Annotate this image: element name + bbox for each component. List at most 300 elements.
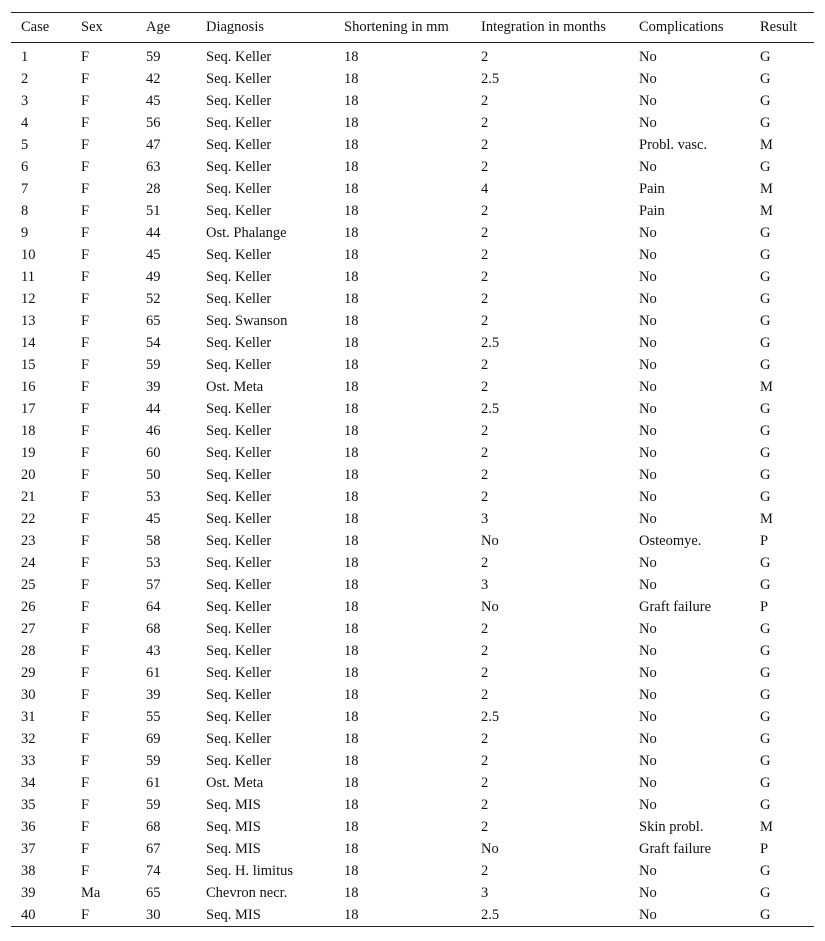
cell-integration: 2.5 [481, 335, 500, 351]
table-row [11, 728, 814, 750]
cell-diagnosis: Seq. Keller [206, 445, 272, 461]
cell-case: 9 [21, 225, 29, 241]
cell-integration: 2 [481, 775, 489, 791]
cell-case: 1 [21, 49, 29, 65]
cell-diagnosis: Seq. Keller [206, 511, 272, 527]
cell-integration: 2 [481, 819, 489, 835]
cell-diagnosis: Seq. MIS [196, 904, 334, 927]
cell-case: 39 [21, 885, 36, 901]
cell-complications: No [639, 753, 657, 769]
cell-integration: 2 [481, 203, 489, 219]
cell-shortening: 18 [344, 225, 359, 241]
cell-diagnosis: Seq. Keller [206, 247, 272, 263]
cell-sex: F [81, 709, 90, 725]
cell-sex: F [81, 357, 90, 373]
cell-result: G [760, 577, 771, 593]
cell-case: 3 [21, 93, 29, 109]
cell-complications: No [639, 49, 657, 65]
cell-shortening: 18 [344, 643, 359, 659]
cell-shortening: 18 [344, 335, 359, 351]
column-header-integration: Integration in months [471, 13, 629, 43]
cell-sex: F [81, 379, 90, 395]
cell-sex: F [81, 335, 90, 351]
cell-complications: No [639, 335, 657, 351]
cell-sex: F [81, 115, 90, 131]
cell-integration: 2 [481, 357, 489, 373]
cell-shortening: 18 [344, 115, 359, 131]
cell-diagnosis: Ost. Phalange [206, 225, 287, 241]
cell-complications: No [639, 665, 657, 681]
cell-integration: 2 [481, 115, 489, 131]
cell-sex: F [81, 181, 90, 197]
cell-case: 22 [21, 511, 36, 527]
column-header-diagnosis: Diagnosis [196, 13, 334, 43]
cell-diagnosis: Seq. Keller [206, 291, 272, 307]
cell-complications: No [639, 797, 657, 813]
column-header-complications: Complications [629, 13, 750, 43]
cell-diagnosis: Seq. Keller [206, 269, 272, 285]
cell-shortening: 18 [344, 269, 359, 285]
column-header-shortening: Shortening in mm [334, 13, 471, 43]
cell-integration: 2 [481, 247, 489, 263]
results-table-container [11, 12, 814, 927]
cell-shortening: 18 [344, 709, 359, 725]
cell-diagnosis: Seq. Keller [206, 489, 272, 505]
table-row [11, 464, 814, 486]
cell-diagnosis: Seq. Keller [206, 49, 272, 65]
table-row [11, 640, 814, 662]
cell-complications: Pain [639, 181, 665, 197]
cell-case: 28 [21, 643, 36, 659]
cell-age: 49 [146, 269, 161, 285]
cell-case: 27 [21, 621, 36, 637]
cell-shortening: 18 [344, 93, 359, 109]
cell-age: 59 [146, 357, 161, 373]
cell-diagnosis: Seq. Keller [206, 137, 272, 153]
cell-integration: 2 [481, 731, 489, 747]
cell-shortening: 18 [344, 181, 359, 197]
cell-age: 61 [146, 775, 161, 791]
table-row [11, 530, 814, 552]
cell-case: 31 [21, 709, 36, 725]
cell-age: 52 [146, 291, 161, 307]
cell-result: M [760, 511, 773, 527]
cell-result: G [750, 904, 814, 927]
cell-complications: No [639, 687, 657, 703]
cell-age: 53 [146, 555, 161, 571]
cell-integration: 2 [481, 467, 489, 483]
cell-case: 21 [21, 489, 36, 505]
cell-case: 15 [21, 357, 36, 373]
column-header-case: Case [11, 13, 71, 43]
cell-shortening: 18 [344, 863, 359, 879]
cell-complications: No [639, 467, 657, 483]
cell-diagnosis: Seq. Keller [206, 709, 272, 725]
cell-result: G [760, 225, 771, 241]
cell-shortening: 18 [344, 401, 359, 417]
table-row [11, 772, 814, 794]
table-row [11, 112, 814, 134]
cell-age: 39 [146, 687, 161, 703]
cell-shortening: 18 [344, 511, 359, 527]
cell-case: 2 [21, 71, 29, 87]
cell-diagnosis: Seq. Swanson [206, 313, 288, 329]
cell-case: 13 [21, 313, 36, 329]
cell-diagnosis: Seq. MIS [206, 819, 261, 835]
cell-complications: No [639, 555, 657, 571]
cell-diagnosis: Seq. Keller [206, 71, 272, 87]
cell-result: M [760, 819, 773, 835]
cell-shortening: 18 [344, 247, 359, 263]
cell-age: 56 [146, 115, 161, 131]
cell-complications: No [639, 93, 657, 109]
cell-shortening: 18 [344, 291, 359, 307]
cell-integration: 2 [481, 379, 489, 395]
cell-sex: F [81, 797, 90, 813]
cell-shortening: 18 [344, 797, 359, 813]
cell-diagnosis: Seq. Keller [206, 753, 272, 769]
cell-complications: No [639, 357, 657, 373]
cell-sex: F [81, 49, 90, 65]
cell-integration: 2.5 [481, 709, 500, 725]
cell-result: M [760, 137, 773, 153]
cell-case: 6 [21, 159, 29, 175]
cell-shortening: 18 [344, 313, 359, 329]
cell-complications: No [639, 863, 657, 879]
cell-age: 45 [146, 247, 161, 263]
cell-result: P [760, 533, 769, 549]
cell-case: 17 [21, 401, 36, 417]
cell-shortening: 18 [344, 819, 359, 835]
cell-complications: No [639, 775, 657, 791]
cell-integration: 2 [481, 159, 489, 175]
table-row [11, 68, 814, 90]
cell-result: G [760, 357, 771, 373]
cell-age: 53 [146, 489, 161, 505]
cell-sex: F [81, 863, 90, 879]
cell-complications: No [639, 577, 657, 593]
cell-result: G [760, 71, 771, 87]
cell-integration: 4 [481, 181, 489, 197]
cell-shortening: 18 [344, 665, 359, 681]
cell-age: 55 [146, 709, 161, 725]
cell-age: 68 [146, 819, 161, 835]
cell-shortening: 18 [344, 753, 359, 769]
cell-shortening: 18 [344, 555, 359, 571]
cell-sex: F [81, 599, 90, 615]
cell-age: 39 [146, 379, 161, 395]
table-row [11, 904, 814, 927]
cell-result: G [760, 885, 771, 901]
cell-sex: F [81, 533, 90, 549]
cell-sex: F [81, 665, 90, 681]
cell-age: 60 [146, 445, 161, 461]
cell-age: 28 [146, 181, 161, 197]
cell-case: 30 [21, 687, 36, 703]
table-row [11, 706, 814, 728]
cell-complications: No [639, 621, 657, 637]
cell-case: 11 [21, 269, 35, 285]
cell-complications: No [639, 709, 657, 725]
cell-complications: No [639, 423, 657, 439]
cell-integration: 2 [481, 93, 489, 109]
cell-shortening: 18 [344, 445, 359, 461]
cell-result: M [760, 379, 773, 395]
cell-age: 46 [146, 423, 161, 439]
cell-sex: F [81, 621, 90, 637]
results-table [11, 12, 814, 927]
cell-sex: F [81, 775, 90, 791]
cell-complications: Pain [639, 203, 665, 219]
cell-complications: No [639, 269, 657, 285]
cell-shortening: 18 [344, 775, 359, 791]
cell-diagnosis: Seq. Keller [206, 643, 272, 659]
cell-diagnosis: Seq. H. limitus [206, 863, 294, 879]
cell-complications: No [639, 511, 657, 527]
cell-diagnosis: Seq. Keller [206, 115, 272, 131]
cell-result: G [760, 445, 771, 461]
cell-sex: F [81, 159, 90, 175]
cell-integration: 2 [481, 313, 489, 329]
cell-case: 19 [21, 445, 36, 461]
cell-shortening: 18 [344, 621, 359, 637]
cell-complications: Graft failure [639, 599, 712, 615]
cell-result: G [760, 159, 771, 175]
cell-case: 37 [21, 841, 36, 857]
cell-case: 36 [21, 819, 36, 835]
table-row [11, 178, 814, 200]
cell-shortening: 18 [344, 159, 359, 175]
cell-diagnosis: Seq. MIS [206, 797, 261, 813]
cell-result: G [760, 489, 771, 505]
cell-integration: 2 [481, 863, 489, 879]
cell-complications: No [639, 71, 657, 87]
table-row [11, 750, 814, 772]
cell-result: P [760, 841, 769, 857]
cell-age: 44 [146, 225, 161, 241]
cell-complications: No [639, 313, 657, 329]
cell-shortening: 18 [344, 203, 359, 219]
cell-shortening: 18 [344, 379, 359, 395]
cell-case: 10 [21, 247, 36, 263]
cell-diagnosis: Seq. Keller [206, 577, 272, 593]
cell-age: 58 [146, 533, 161, 549]
table-row [11, 882, 814, 904]
cell-shortening: 18 [344, 533, 359, 549]
cell-integration: 2 [481, 291, 489, 307]
cell-result: G [760, 665, 771, 681]
cell-sex: F [81, 203, 90, 219]
cell-diagnosis: Seq. Keller [206, 467, 272, 483]
cell-diagnosis: Ost. Meta [206, 379, 264, 395]
table-row [11, 574, 814, 596]
cell-result: G [760, 797, 771, 813]
cell-integration: 3 [481, 577, 489, 593]
cell-diagnosis: Seq. Keller [206, 599, 272, 615]
cell-case: 23 [21, 533, 36, 549]
cell-sex: F [81, 731, 90, 747]
cell-diagnosis: Seq. Keller [206, 731, 272, 747]
cell-result: G [760, 753, 771, 769]
cell-integration: 2 [481, 555, 489, 571]
cell-age: 51 [146, 203, 161, 219]
cell-sex: F [81, 225, 90, 241]
cell-shortening: 18 [334, 904, 471, 927]
column-header-age: Age [136, 13, 196, 43]
cell-age: 59 [146, 753, 161, 769]
table-row [11, 442, 814, 464]
cell-shortening: 18 [344, 885, 359, 901]
cell-complications: No [639, 731, 657, 747]
cell-age: 44 [146, 401, 161, 417]
cell-case: 5 [21, 137, 29, 153]
cell-shortening: 18 [344, 489, 359, 505]
cell-age: 69 [146, 731, 161, 747]
cell-diagnosis: Seq. Keller [206, 159, 272, 175]
cell-integration: 2 [481, 665, 489, 681]
table-row [11, 794, 814, 816]
cell-age: 67 [146, 841, 161, 857]
cell-sex: F [81, 71, 90, 87]
cell-sex: F [71, 904, 136, 927]
cell-diagnosis: Seq. Keller [206, 687, 272, 703]
cell-diagnosis: Seq. Keller [206, 335, 272, 351]
cell-case: 38 [21, 863, 36, 879]
cell-sex: F [81, 313, 90, 329]
table-row [11, 596, 814, 618]
cell-age: 50 [146, 467, 161, 483]
cell-diagnosis: Chevron necr. [206, 885, 288, 901]
table-row [11, 398, 814, 420]
cell-shortening: 18 [344, 467, 359, 483]
cell-age: 54 [146, 335, 161, 351]
cell-integration: 2.5 [481, 401, 500, 417]
table-row [11, 486, 814, 508]
cell-shortening: 18 [344, 687, 359, 703]
table-row [11, 134, 814, 156]
cell-age: 42 [146, 71, 161, 87]
cell-age: 68 [146, 621, 161, 637]
cell-case: 26 [21, 599, 36, 615]
cell-complications: No [639, 489, 657, 505]
cell-integration: 2 [481, 753, 489, 769]
cell-complications: No [639, 643, 657, 659]
cell-age: 45 [146, 93, 161, 109]
cell-age: 57 [146, 577, 161, 593]
table-row [11, 354, 814, 376]
cell-case: 40 [11, 904, 71, 927]
cell-age: 63 [146, 159, 161, 175]
cell-integration: No [481, 599, 499, 615]
cell-diagnosis: Seq. Keller [206, 93, 272, 109]
cell-age: 65 [146, 313, 161, 329]
cell-result: G [760, 467, 771, 483]
cell-age: 59 [146, 797, 161, 813]
cell-diagnosis: Seq. Keller [206, 533, 272, 549]
table-row [11, 222, 814, 244]
cell-complications: No [639, 247, 657, 263]
header-row [11, 13, 814, 43]
table-body [11, 43, 814, 927]
cell-result: G [760, 863, 771, 879]
table-row [11, 420, 814, 442]
cell-complications: No [629, 904, 750, 927]
table-row [11, 90, 814, 112]
cell-sex: F [81, 643, 90, 659]
cell-integration: No [481, 841, 499, 857]
cell-sex: F [81, 489, 90, 505]
cell-complications: No [639, 291, 657, 307]
cell-integration: 2.5 [471, 904, 629, 927]
cell-result: G [760, 423, 771, 439]
table-row [11, 244, 814, 266]
cell-sex: F [81, 93, 90, 109]
cell-case: 12 [21, 291, 36, 307]
cell-case: 8 [21, 203, 29, 219]
cell-result: G [760, 555, 771, 571]
cell-integration: 2 [481, 687, 489, 703]
cell-integration: 2 [481, 269, 489, 285]
cell-shortening: 18 [344, 423, 359, 439]
cell-sex: F [81, 401, 90, 417]
cell-age: 64 [146, 599, 161, 615]
cell-integration: 2 [481, 797, 489, 813]
cell-shortening: 18 [344, 577, 359, 593]
cell-complications: No [639, 379, 657, 395]
table-row [11, 508, 814, 530]
cell-sex: F [81, 555, 90, 571]
cell-result: P [760, 599, 769, 615]
cell-result: G [760, 335, 771, 351]
cell-diagnosis: Ost. Meta [206, 775, 264, 791]
cell-sex: F [81, 753, 90, 769]
cell-diagnosis: Seq. Keller [206, 621, 272, 637]
cell-result: G [760, 401, 771, 417]
cell-diagnosis: Seq. MIS [206, 841, 261, 857]
cell-sex: F [81, 137, 90, 153]
cell-case: 7 [21, 181, 29, 197]
cell-result: G [760, 621, 771, 637]
cell-age: 47 [146, 137, 161, 153]
cell-result: G [760, 93, 771, 109]
cell-shortening: 18 [344, 599, 359, 615]
cell-shortening: 18 [344, 71, 359, 87]
table-header [11, 13, 814, 43]
cell-complications: No [639, 225, 657, 241]
cell-sex: Ma [81, 885, 101, 901]
cell-result: G [760, 291, 771, 307]
table-row [11, 200, 814, 222]
cell-sex: F [81, 291, 90, 307]
cell-complications: No [639, 885, 657, 901]
cell-sex: F [81, 467, 90, 483]
cell-result: G [760, 269, 771, 285]
cell-age: 30 [136, 904, 196, 927]
cell-shortening: 18 [344, 357, 359, 373]
column-header-sex: Sex [71, 13, 136, 43]
cell-diagnosis: Seq. Keller [206, 357, 272, 373]
cell-integration: 2 [481, 225, 489, 241]
cell-case: 20 [21, 467, 36, 483]
cell-sex: F [81, 269, 90, 285]
cell-result: G [760, 709, 771, 725]
cell-integration: 2 [481, 137, 489, 153]
cell-integration: 2 [481, 445, 489, 461]
cell-result: G [760, 247, 771, 263]
cell-case: 29 [21, 665, 36, 681]
cell-sex: F [81, 423, 90, 439]
table-row [11, 684, 814, 706]
